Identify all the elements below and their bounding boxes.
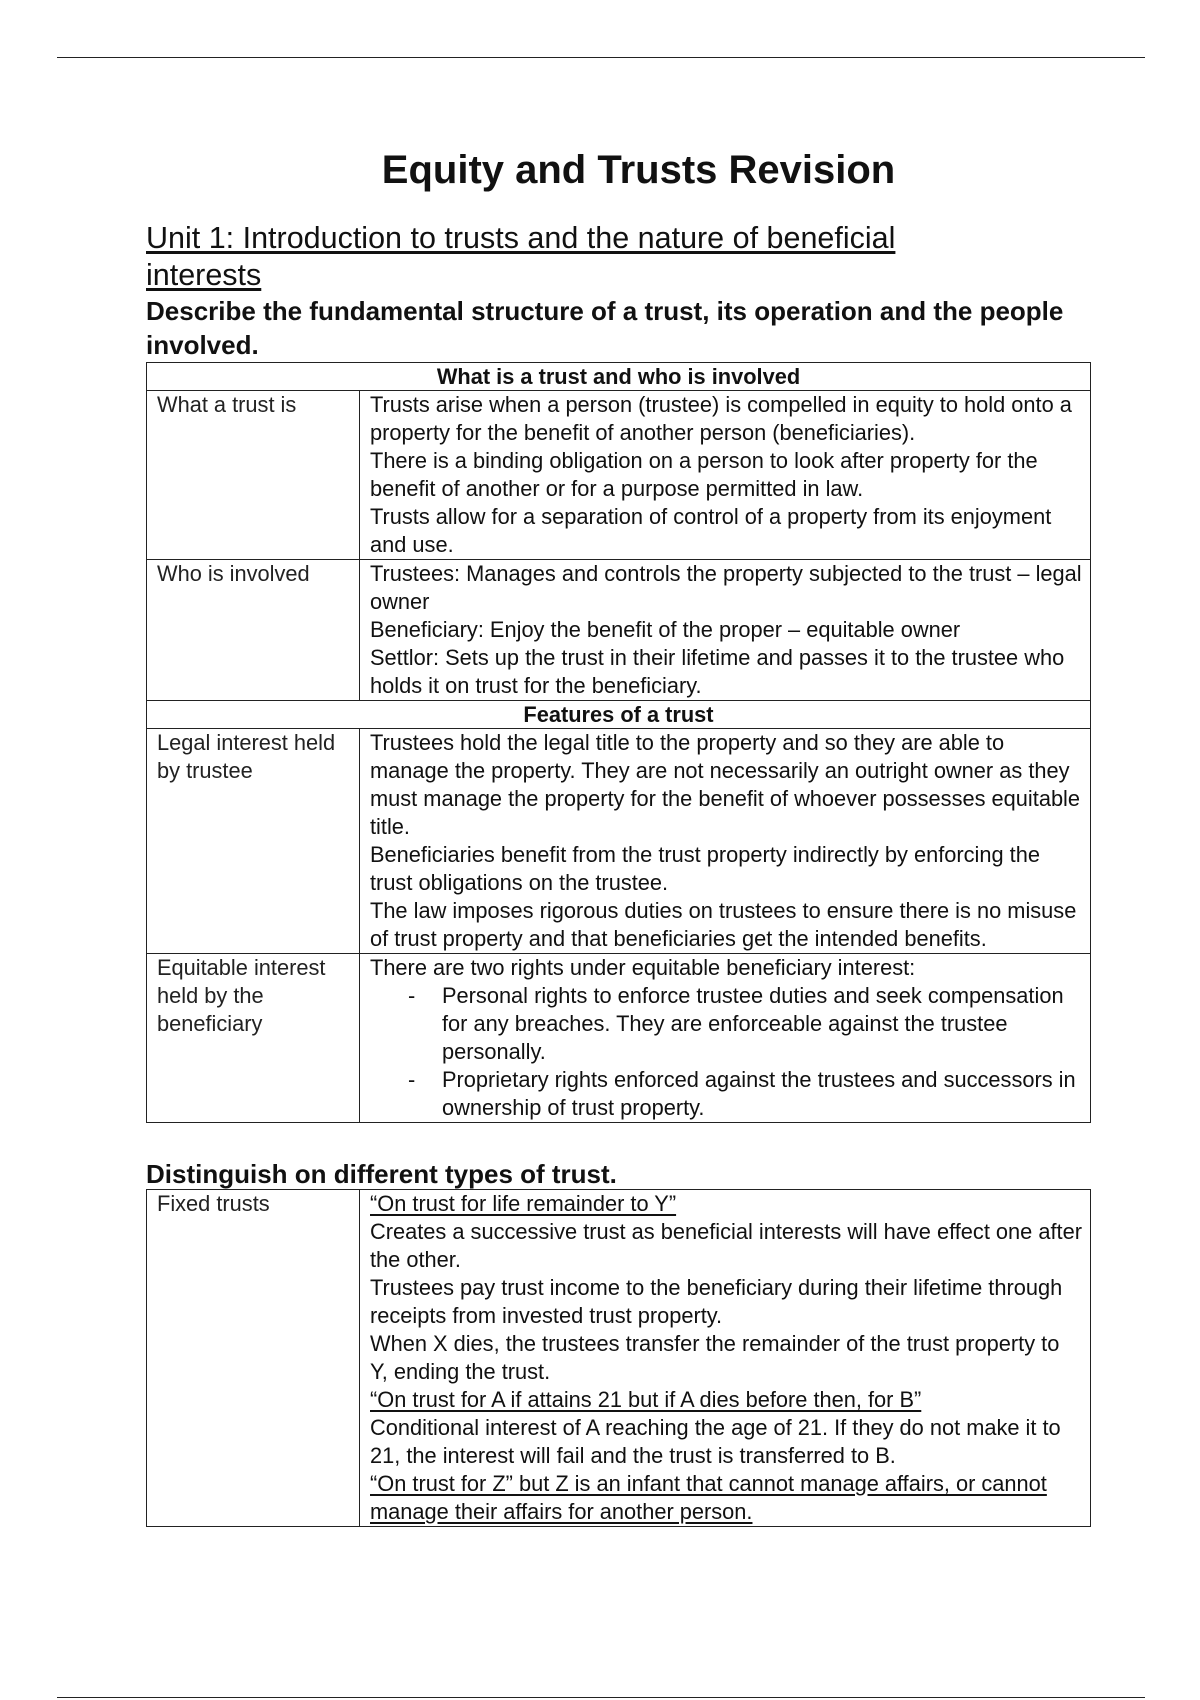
header-rule [57, 57, 1145, 58]
content-line: There is a binding obligation on a person to look after property for the benefit of another or for a purpose permitted in law. [370, 448, 1038, 501]
rights-list [370, 982, 1082, 1122]
table-row [147, 1190, 1091, 1527]
row-content [360, 1190, 1091, 1527]
example-quote: “On trust for A if attains 21 but if A dies before then, for B” [370, 1387, 922, 1412]
section-heading-types: Distinguish on different types of trust. [146, 1159, 617, 1189]
footer-rule [57, 1697, 1145, 1698]
content-line: The law imposes rigorous duties on trustees to ensure there is no misuse of trust property and that beneficiaries get the intended benefits. [370, 898, 1077, 951]
row-content [360, 729, 1091, 954]
table-row [147, 954, 1091, 1123]
section-heading-structure: Describe the fundamental structure of a trust, its operation and the people involved. [146, 296, 1064, 360]
row-content [360, 560, 1091, 701]
document-title: Equity and Trusts Revision [381, 148, 896, 192]
banner-what-is-trust: What is a trust and who is involved [147, 363, 1091, 391]
row-label: Who is involved [147, 560, 360, 701]
content-line: Trustees: Manages and controls the property subjected to the trust – legal owner [370, 561, 1082, 614]
table-banner-row [147, 363, 1091, 391]
content-line: Trustees pay trust income to the beneficiary during their lifetime through receipts from invested trust property. [370, 1275, 1063, 1328]
row-content [360, 954, 1091, 1123]
content-line: Conditional interest of A reaching the age of 21. If they do not make it to 21, the interest will fail and the trust is transferred to B. [370, 1415, 1061, 1468]
trust-types-table [146, 1189, 1091, 1527]
banner-features: Features of a trust [147, 701, 1091, 729]
row-label: What a trust is [147, 391, 360, 560]
trust-structure-table [146, 362, 1091, 1123]
row-label: Fixed trusts [147, 1190, 360, 1527]
content-line: Settlor: Sets up the trust in their lifetime and passes it to the trustee who holds it on trust for the beneficiary. [370, 645, 1065, 698]
table-row [147, 391, 1091, 560]
content-line: When X dies, the trustees transfer the remainder of the trust property to Y, ending the trust. [370, 1331, 1060, 1384]
list-item: - Personal rights to enforce trustee duties and seek compensation for any breaches. They are enforceable against the trustee personally. [408, 982, 1082, 1066]
list-item: - Proprietary rights enforced against the trustees and successors in ownership of trust property. [408, 1066, 1082, 1122]
table-row [147, 729, 1091, 954]
table-banner-row [147, 701, 1091, 729]
example-quote: “On trust for life remainder to Y” [370, 1191, 677, 1216]
content-line: Trusts arise when a person (trustee) is compelled in equity to hold onto a property for the benefit of another person (beneficiaries). [370, 392, 1072, 445]
content-line: Trusts allow for a separation of control of a property from its enjoyment and use. [370, 504, 1052, 557]
content-line: Beneficiary: Enjoy the benefit of the proper – equitable owner [370, 617, 961, 642]
content-line: There are two rights under equitable beneficiary interest: [370, 955, 916, 980]
content-line: Beneficiaries benefit from the trust property indirectly by enforcing the trust obligations on the trustee. [370, 842, 1040, 895]
content-line: Trustees hold the legal title to the property and so they are able to manage the property. They are not necessarily an outright owner as they must manage the property for the benefit of whoever possesses equitable title. [370, 730, 1081, 839]
row-label: Legal interest held by trustee [147, 729, 360, 954]
unit-heading: Unit 1: Introduction to trusts and the nature of beneficial interests [146, 221, 896, 292]
example-quote: “On trust for Z” but Z is an infant that cannot manage affairs, or cannot manage their affairs for another person. [370, 1471, 1047, 1524]
row-label: Equitable interest held by the beneficiary [147, 954, 360, 1123]
table-row [147, 560, 1091, 701]
document-page [146, 140, 1091, 1527]
content-line: Creates a successive trust as beneficial interests will have effect one after the other. [370, 1219, 1082, 1272]
row-content [360, 391, 1091, 560]
